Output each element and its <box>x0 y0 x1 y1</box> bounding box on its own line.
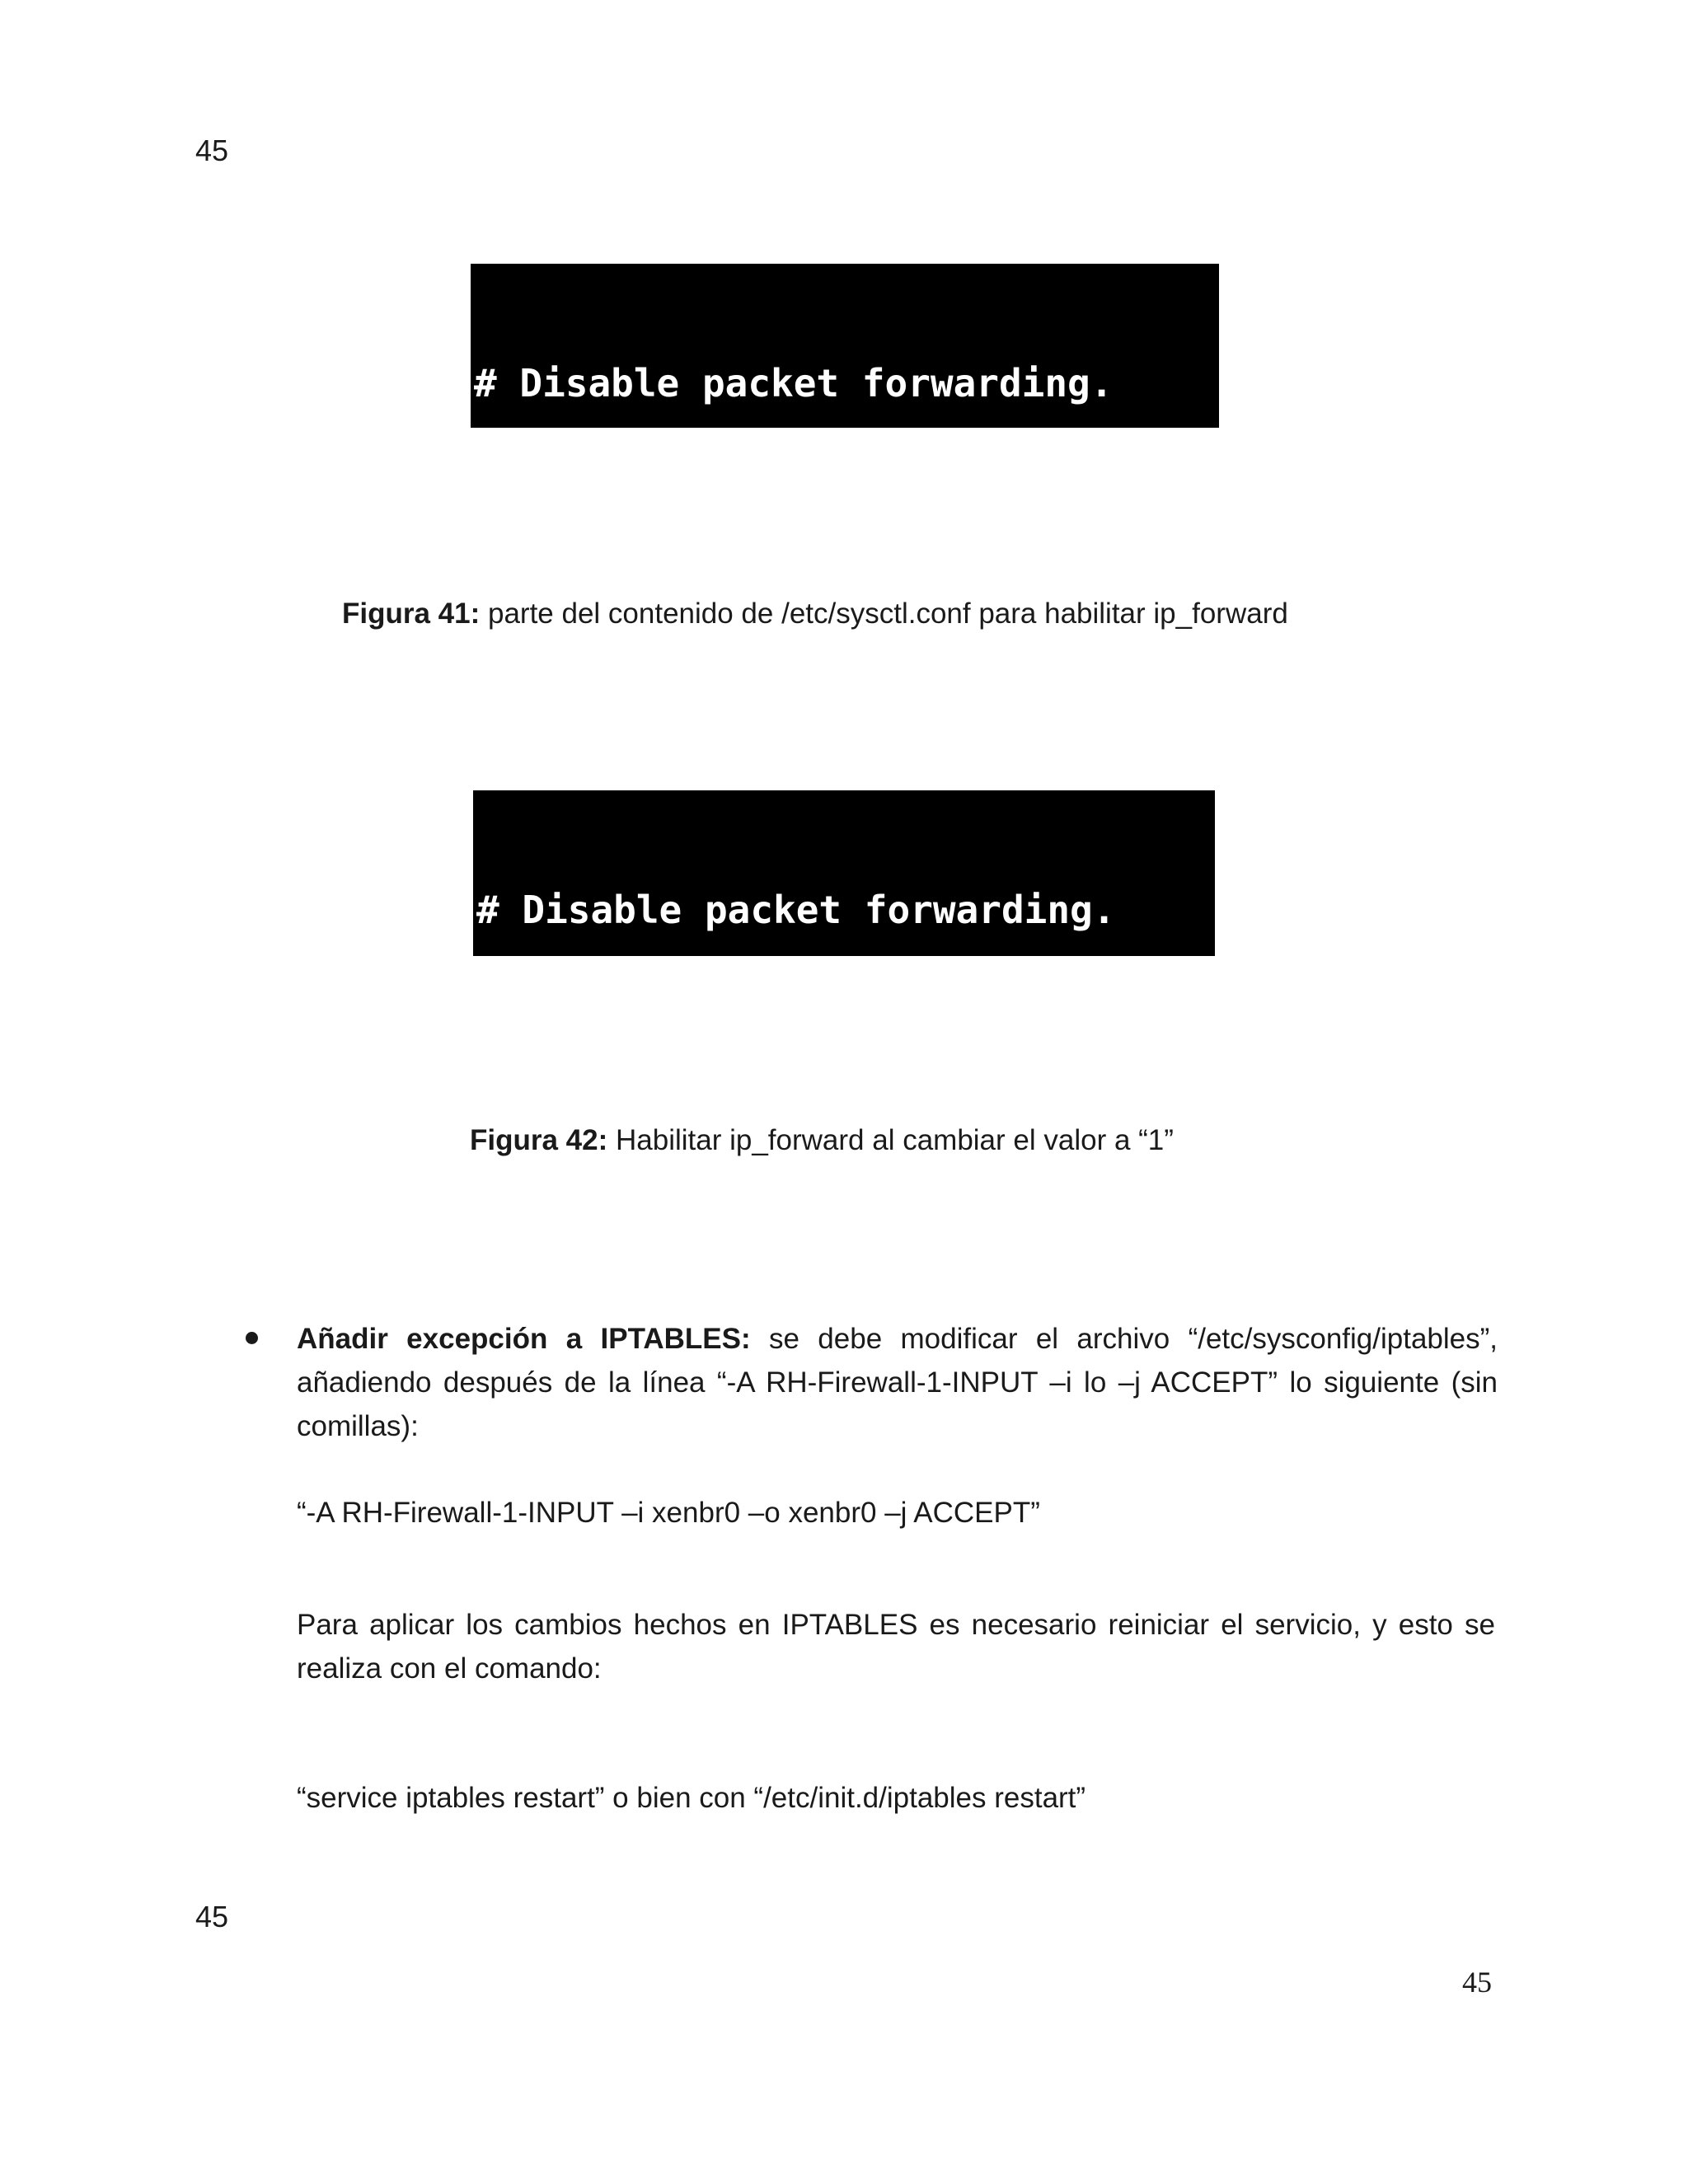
footer-page-number-right: 45 <box>1462 1966 1492 1999</box>
caption-text: parte del contenido de /etc/sysctl.conf para habilitar ip_forward <box>480 598 1288 630</box>
bullet-paragraph <box>297 1317 1498 1448</box>
caption-text: Habilitar ip_forward al cambiar el valor a “1” <box>607 1124 1174 1156</box>
terminal-line-text: net.ipv4.ip_forward = 1 <box>476 1024 1001 1068</box>
bullet-title: Añadir excepción a IPTABLES: <box>297 1323 751 1355</box>
restart-paragraph: Para aplicar los cambios hechos en IPTABLES es necesario reiniciar el servicio, y esto se realiza con el comando: <box>297 1609 1495 1685</box>
figure-42-caption <box>470 1126 1174 1155</box>
terminal-line: net.ipv6.conf.all.forwarding = 0 <box>476 1160 1207 1204</box>
terminal-line: # Disable packet forwarding. <box>476 888 1116 932</box>
footer-page-number-left: 45 <box>195 1900 229 1933</box>
bullet-text: se debe modificar el archivo “/etc/sysconfig/iptables”, añadiendo después de la línea “-A RH-Firewall-1-INPUT –i lo –j ACCEPT” lo siguiente (sin comillas): <box>297 1323 1498 1442</box>
caption-label: Figura 42: <box>470 1124 608 1156</box>
caption-label: Figura 41: <box>342 598 481 630</box>
iptables-rule-line: “-A RH-Firewall-1-INPUT –i xenbr0 –o xenbr0 –j ACCEPT” <box>297 1497 1040 1529</box>
terminal-line: net.ipv4.ip_forward = 0 <box>474 497 999 541</box>
terminal-line <box>476 1024 1215 1069</box>
header-page-number: 45 <box>195 134 229 167</box>
terminal-line: # Disable packet forwarding. <box>474 361 1114 405</box>
terminal-line: net.ipv6.conf.all.forwarding = 0 <box>474 633 1205 677</box>
bullet-icon <box>246 1332 258 1344</box>
terminal-cursor <box>1003 1026 1025 1064</box>
figure-41-caption <box>342 599 1288 628</box>
restart-command-line: “service iptables restart” o bien con “/etc/init.d/iptables restart” <box>297 1782 1086 1814</box>
